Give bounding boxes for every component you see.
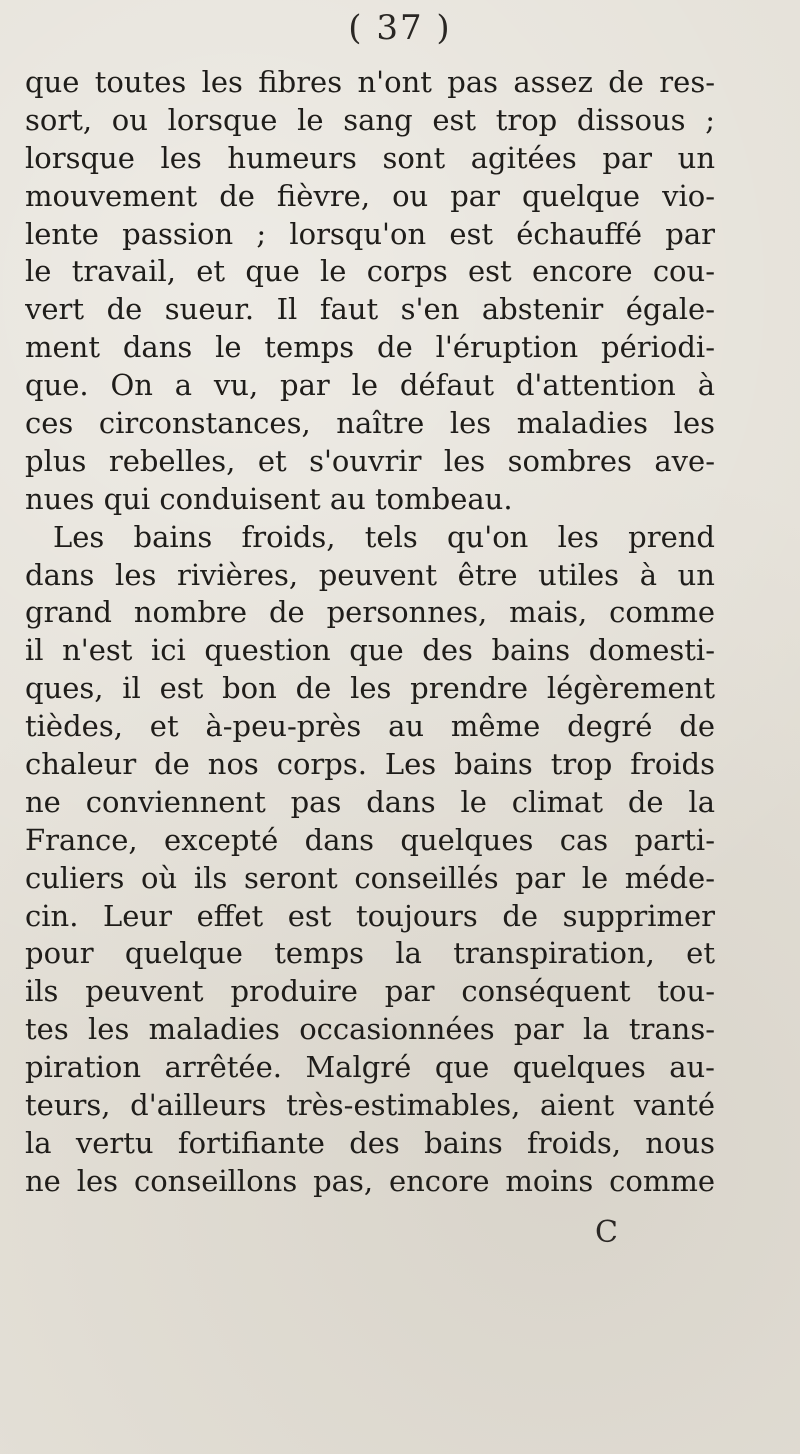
text-line: plus rebelles, et s'ouvrir les sombres ave- bbox=[25, 443, 715, 478]
text-line: que toutes les fibres n'ont pas assez de res- bbox=[25, 65, 715, 99]
text-line: France, excepté dans quelques cas parti- bbox=[25, 822, 715, 857]
text-line: ces circonstances, naître les maladies les bbox=[25, 406, 715, 441]
text-line: tièdes, et à-peu-près au même degré de bbox=[25, 709, 715, 744]
text-line: il n'est ici question que des bains domesti- bbox=[25, 633, 715, 668]
text-line: sort, ou lorsque le sang est trop dissous ; bbox=[25, 102, 715, 137]
body-text bbox=[25, 64, 715, 1201]
text-line: ment dans le temps de l'éruption périodi- bbox=[25, 330, 715, 365]
text-line: Les bains froids, tels qu'on les prend bbox=[53, 519, 715, 554]
text-line: lorsque les humeurs sont agitées par un bbox=[25, 140, 715, 175]
text-line: lente passion ; lorsqu'on est échauffé par bbox=[25, 216, 715, 251]
text-line: que. On a vu, par le défaut d'attention à bbox=[25, 368, 715, 403]
text-line: grand nombre de personnes, mais, comme bbox=[25, 595, 715, 630]
text-line: vert de sueur. Il faut s'en abstenir égale- bbox=[25, 292, 715, 327]
text-line: mouvement de fièvre, ou par quelque vio- bbox=[25, 178, 715, 213]
text-line: piration arrêtée. Malgré que quelques au- bbox=[25, 1050, 715, 1085]
text-line: dans les rivières, peuvent être utiles à un bbox=[25, 557, 715, 592]
text-line: chaleur de nos corps. Les bains trop froids bbox=[25, 747, 715, 782]
text-line: culiers où ils seront conseillés par le méde- bbox=[25, 860, 715, 895]
text-line: la vertu fortifiante des bains froids, nous bbox=[25, 1125, 715, 1160]
text-line: ils peuvent produire par conséquent tou- bbox=[25, 974, 715, 1009]
text-line: le travail, et que le corps est encore cou- bbox=[25, 254, 715, 289]
page-number: ( 37 ) bbox=[348, 8, 452, 48]
text-line: ne conviennent pas dans le climat de la bbox=[25, 784, 715, 819]
paragraph-1 bbox=[25, 64, 715, 519]
text-line: teurs, d'ailleurs très-estimables, aient vanté bbox=[25, 1088, 715, 1123]
paragraph-2 bbox=[25, 519, 715, 1201]
text-line: pour quelque temps la transpiration, et bbox=[25, 936, 715, 971]
text-line: tes les maladies occasionnées par la trans- bbox=[25, 1012, 715, 1047]
text-line: ne les conseillons pas, encore moins comme bbox=[25, 1163, 715, 1198]
text-line: nues qui conduisent au tombeau. bbox=[25, 481, 513, 516]
text-line: ques, il est bon de les prendre légèrement bbox=[25, 671, 715, 706]
text-line: cin. Leur effet est toujours de supprimer bbox=[25, 898, 715, 933]
signature-mark: C bbox=[595, 1215, 618, 1250]
